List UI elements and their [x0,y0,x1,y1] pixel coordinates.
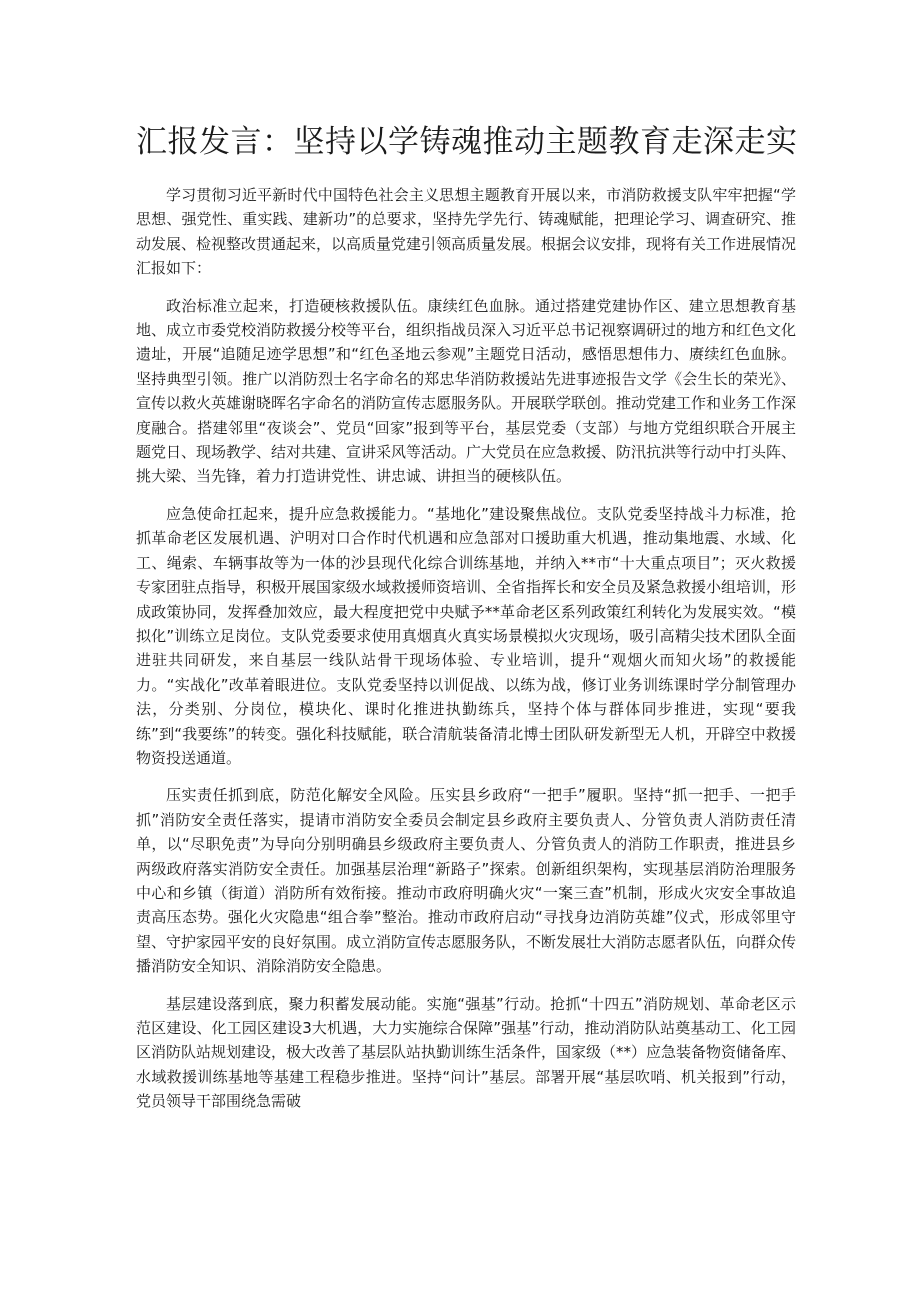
paragraph-emergency-mission: 应急使命扛起来，提升应急救援能力。“基地化”建设聚焦战位。支队党委坚持战斗力标准，抢抓革命老区发展机遇、沪明对口合作时代机遇和应急部对口援助重大机遇，推动集地震、水域、化工、绳索、车辆事故等为一体的沙县现代化综合训练基地，并纳入**市“十大重点项目”；灭火救援专家团驻点指导，积极开展国家级水域救援师资培训、全省指挥长和安全员及紧急救援小组培训，形成政策协同，发挥叠加效应，最大程度把党中央赋予**革命老区系列政策红利转化为发展实效。“模拟化”训练立足岗位。支队党委要求使用真烟真火真实场景模拟火灾现场，吸引高精尖技术团队全面进驻共同研发，来自基层一线队站骨干现场体验、专业培训，提升“观烟火而知火场”的救援能力。“实战化”改革着眼进位。支队党委坚持以训促战、以练为战，修订业务训练课时学分制管理办法，分类别、分岗位，模块化、课时化推进执勤练兵，坚持个体与群体同步推进，实现“要我练”到“我要练”的转变。强化科技赋能，联合清航装备清北博士团队研发新型无人机，开辟空中救援物资投送通道。 [136,504,797,767]
document-title: 汇报发言：坚持以学铸魂推动主题教育走深走实 [136,124,798,160]
paragraph-intro: 学习贯彻习近平新时代中国特色社会主义思想主题教育开展以来，市消防救援支队牢牢把握“学思想、强党性、重实践、建新功”的总要求，坚持先学先行、铸魂赋能，把理论学习、调查研究、推动发展、检视整改贯通起来，以高质量党建引领高质量发展。根据会议安排，现将有关工作进展情况汇报如下： [136,186,797,278]
paragraph-grassroots: 基层建设落到底，聚力积蓄发展动能。实施“强基”行动。抢抓“十四五”消防规划、革命老区示范区建设、化工园区建设3大机遇，大力实施综合保障”强基”行动，推动消防队站奠基动工、化工园区消防队站规划建设，极大改善了基层队站执勤训练生活条件，国家级（**）应急装备物资储备库、水域救援训练基地等基建工程稳步推进。坚持“问计”基层。部署开展“基层吹哨、机关报到”行动，党员领导干部围绕急需破 [136,994,797,1111]
paragraph-political-standard: 政治标准立起来，打造硬核救援队伍。康续红色血脉。通过搭建党建协作区、建立思想教育基地、成立市委党校消防救援分校等平台，组织指战员深入习近平总书记视察调研过的地方和红色文化遗址，开展“追随足迹学思想”和“红色圣地云参观”主题党日活动，感悟思想伟力、赓续红色血脉。坚持典型引领。推广以消防烈士名字命名的郑忠华消防救援站先进事迹报告文学《会生长的荣光》、宣传以救火英雄谢晓晖名字命名的消防宣传志愿服务队。开展联学联创。推动党建工作和业务工作深度融合。搭建邻里“夜谈会”、党员“回家”报到等平台，基层党委（支部）与地方党组织联合开展主题党日、现场教学、结对共建、宣讲采风等活动。广大党员在应急救援、防汛抗洪等行动中打头阵、挑大梁、当先锋，着力打造讲党性、讲忠诚、讲担当的硬核队伍。 [136,296,797,486]
paragraph-responsibility: 压实责任抓到底，防范化解安全风险。压实县乡政府“一把手”履职。坚持“抓一把手、一把手抓”消防安全责任落实，提请市消防安全委员会制定县乡政府主要负责人、分管负责人消防责任清单，以“尽职免责”为导向分别明确县乡级政府主要负责人、分管负责人的消防工作职责，推进县乡两级政府落实消防安全责任。加强基层治理“新路子”探索。创新组织架构，实现基层消防治理服务中心和乡镇（街道）消防所有效衔接。推动市政府明确火灾“一案三查”机制，形成火灾安全事故追责高压态势。强化火灾隐患“组合拳”整治。推动市政府启动“寻找身边消防英雄”仪式，形成邻里守望、守护家园平安的良好氛围。成立消防宣传志愿服务队，不断发展壮大消防志愿者队伍，向群众传播消防安全知识、消除消防安全隐患。 [136,786,797,976]
document-body [136,183,796,1127]
